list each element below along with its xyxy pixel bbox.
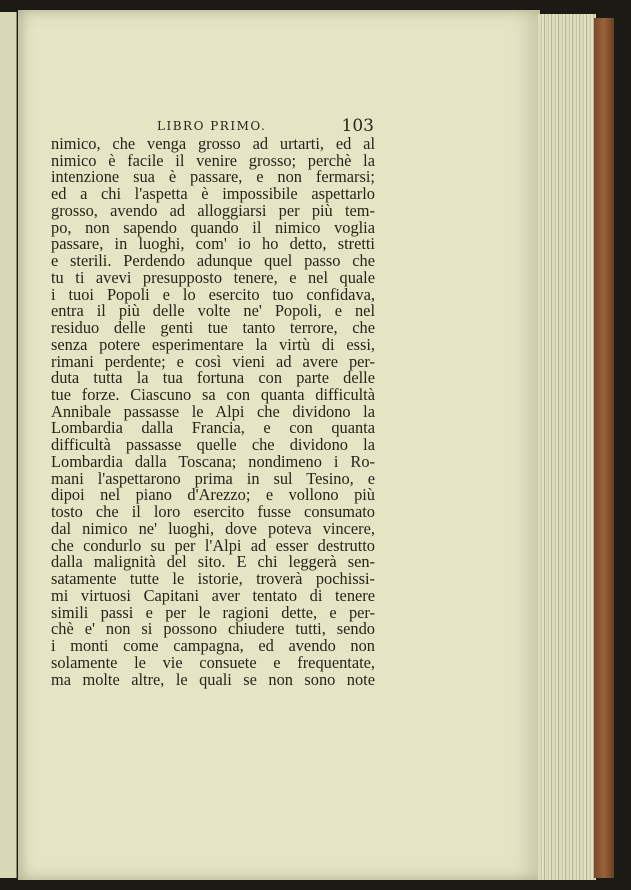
page-number: 103: [341, 116, 374, 136]
text-line: tue forze. Ciascuno sa con quanta difficultà: [51, 385, 375, 405]
text-line: rimani perdente; e così vieni ad avere per-: [51, 351, 375, 371]
text-line: nimico, che venga grosso ad urtarti, ed al: [51, 134, 375, 153]
text-line: passare, in luoghi, com' io ho detto, stretti: [51, 234, 375, 254]
text-line: i tuoi Popoli e lo esercito tuo confidava,: [51, 284, 375, 304]
text-line: solamente le vie consuete e frequentate,: [51, 652, 375, 672]
text-line: dipoi nel piano d'Arezzo; e vollono più: [51, 485, 375, 505]
text-line: entra il più delle volte ne' Popoli, e nel: [51, 301, 375, 321]
text-line: simili passi e per le ragioni dette, e per-: [51, 602, 375, 622]
text-line: duta tutta la tua fortuna con parte delle: [51, 368, 375, 388]
text-line: mi virtuosi Capitani aver tentato di tenere: [51, 585, 375, 605]
page-edges: [538, 14, 596, 880]
text-line: po, non sapendo quando il nimico voglia: [51, 217, 375, 237]
text-line: dal nimico ne' luoghi, dove poteva vincere,: [51, 518, 375, 538]
text-line: senza potere esperimentare la virtù di essi,: [51, 334, 375, 354]
text-line: e sterili. Perdendo adunque quel passo che: [51, 251, 375, 271]
text-line: tosto che il loro esercito fusse consumato: [51, 502, 375, 522]
text-line: ma molte altre, le quali se non sono note: [51, 669, 375, 689]
text-line: i monti come campagna, ed avendo non: [51, 636, 375, 656]
text-line: che condurlo su per l'Alpi ad esser destrutto: [51, 535, 375, 555]
text-line: intenzione sua è passare, e non fermarsi;: [51, 167, 375, 187]
book-cover: [594, 18, 614, 878]
text-line: tu ti avevi presupposto tenere, e nel quale: [51, 267, 375, 287]
text-line: dalla malignità del sito. E chi leggerà sen-: [51, 552, 375, 572]
text-line: grosso, avendo ad alloggiarsi per più tem-: [51, 200, 375, 220]
text-line: residuo delle genti tue tanto terrore, che: [51, 318, 375, 338]
text-line: Lombardia dalla Francia, e con quanta: [51, 418, 375, 438]
text-line: satamente tutte le istorie, troverà pochissi-: [51, 569, 375, 589]
text-line: difficultà passasse quelle che dividono la: [51, 435, 375, 455]
text-line: nimico è facile il venire grosso; perchè la: [51, 150, 375, 170]
running-title: LIBRO PRIMO.: [157, 119, 267, 133]
text-line: ed a chi l'aspetta è impossibile aspettarlo: [51, 184, 375, 204]
text-line: Annibale passasse le Alpi che dividono la: [51, 401, 375, 421]
text-line: chè e' non si possono chiudere tutti, sendo: [51, 619, 375, 639]
text-line: Lombardia dalla Toscana; nondimeno i Ro-: [51, 451, 375, 471]
body-text: [51, 136, 375, 688]
previous-page-edge: [0, 12, 17, 878]
text-line: mani l'aspettarono prima in sul Tesino, e: [51, 468, 375, 488]
